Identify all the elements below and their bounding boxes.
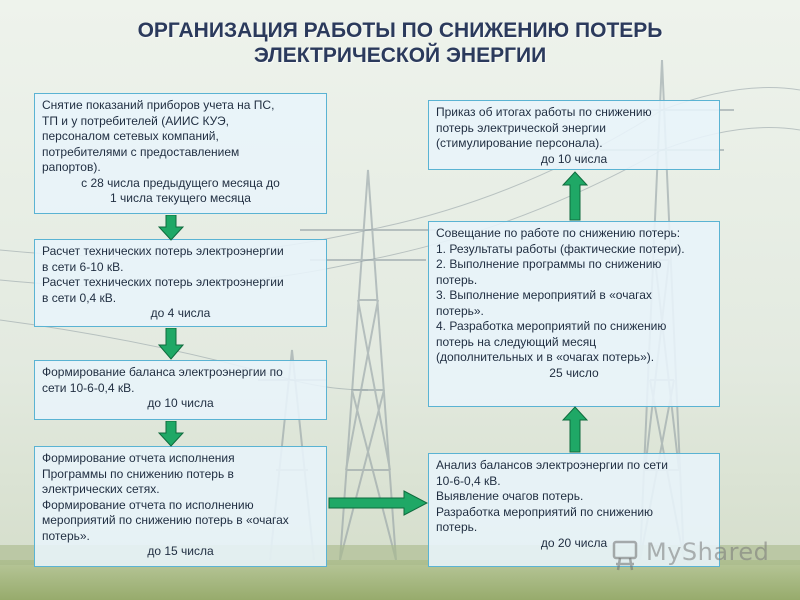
title-line-1: ОРГАНИЗАЦИЯ РАБОТЫ ПО СНИЖЕНИЮ ПОТЕРЬ xyxy=(137,19,663,42)
box-text: Расчет технических потерь электроэнергии xyxy=(42,275,284,289)
box-text: Формирование баланса электроэнергии по xyxy=(42,365,283,379)
box-text: Выявление очагов потерь. xyxy=(436,489,584,503)
deadline-text: с 28 числа предыдущего месяца до xyxy=(81,175,280,190)
meeting-box xyxy=(428,221,720,407)
deadline-text: до 10 числа xyxy=(540,151,608,166)
box-text: потерь. xyxy=(436,520,478,534)
box-text: в сети 0,4 кВ. xyxy=(42,290,117,305)
box-text: 1. Результаты работы (фактические потери). xyxy=(436,241,685,256)
meter-readings-box xyxy=(34,93,327,214)
deadline-text: до 15 числа xyxy=(147,544,214,558)
box-text: потерь. xyxy=(436,272,478,287)
watermark-text: MyShared xyxy=(646,538,770,566)
arrow-down-1 xyxy=(158,215,184,241)
box-text: 2. Выполнение программы по снижению xyxy=(436,257,662,271)
box-text: потерь». xyxy=(436,303,484,318)
box-text: 10-6-0,4 кВ. xyxy=(436,473,501,488)
deadline-text: до 4 числа xyxy=(150,306,211,320)
box-text: Снятие показаний приборов учета на ПС, xyxy=(42,98,275,112)
arrow-down-3 xyxy=(158,421,184,447)
box-text: сети 10-6-0,4 кВ. xyxy=(42,380,135,395)
box-text: Формирование отчета исполнения xyxy=(42,451,235,465)
box-text: ТП и у потребителей (АИИС КУЭ, xyxy=(42,113,229,128)
box-text: Совещание по работе по снижению потерь: xyxy=(436,226,681,240)
title-line-2: ЭЛЕКТРИЧЕСКОЙ ЭНЕРГИИ xyxy=(253,44,547,67)
box-text: потерь электрической энергии xyxy=(436,120,606,135)
deadline-text: до 10 числа xyxy=(147,396,214,410)
box-text: (стимулирование персонала). xyxy=(436,136,603,150)
balance-box xyxy=(34,360,327,420)
watermark-logo-icon xyxy=(612,540,642,572)
arrow-down-2 xyxy=(158,328,184,360)
box-text: персоналом сетевых компаний, xyxy=(42,129,219,143)
box-text: в сети 6-10 кВ. xyxy=(42,259,124,274)
box-text: рапортов). xyxy=(42,160,101,174)
deadline-text: до 20 числа xyxy=(540,535,608,550)
technical-losses-box xyxy=(34,239,327,327)
box-text: Анализ балансов электроэнергии по сети xyxy=(436,458,668,472)
box-text: 4. Разработка мероприятий по снижению xyxy=(436,319,667,333)
order-box xyxy=(428,100,720,170)
arrow-right xyxy=(328,490,428,516)
box-text: Программы по снижению потерь в xyxy=(42,466,234,481)
box-text: электрических сетях. xyxy=(42,482,160,496)
box-text: 3. Выполнение мероприятий в «очагах xyxy=(436,288,652,302)
box-text: мероприятий по снижению потерь в «очагах xyxy=(42,513,289,527)
box-text: Расчет технических потерь электроэнергии xyxy=(42,244,284,258)
program-report-box xyxy=(34,446,327,567)
box-text: Формирование отчета по исполнению xyxy=(42,497,254,512)
box-text: потребителями с предоставлением xyxy=(42,144,240,159)
box-text: (дополнительных и в «очагах потерь»). xyxy=(436,350,655,364)
deadline-text: 25 число xyxy=(549,365,599,380)
page-title xyxy=(0,18,800,68)
box-text: Приказ об итогах работы по снижению xyxy=(436,105,652,119)
box-text: потерь на следующий месяц xyxy=(436,334,597,349)
box-text: Разработка мероприятий по снижению xyxy=(436,504,654,519)
deadline-text: 1 числа текущего месяца xyxy=(110,191,251,205)
arrow-up-1 xyxy=(562,406,588,453)
box-text: потерь». xyxy=(42,528,90,543)
arrow-up-2 xyxy=(562,171,588,221)
